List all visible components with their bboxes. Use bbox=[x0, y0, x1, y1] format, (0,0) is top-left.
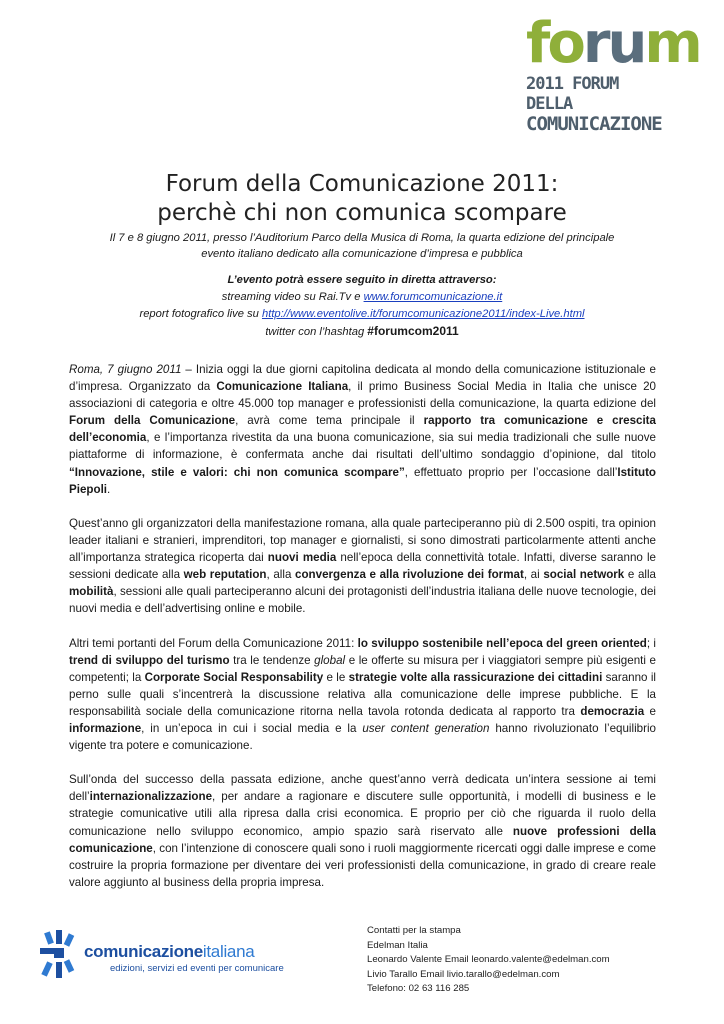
forum-wordmark bbox=[526, 11, 700, 76]
bold-run: strategie volte alla rassicurazione dei cittadini bbox=[348, 670, 603, 684]
text-run: Sull’onda del successo della passata edizione, anche quest’anno verrà dedicata un’intera sessione ai temi dell’ bbox=[69, 773, 656, 804]
bold-run: social network bbox=[543, 568, 625, 582]
bold-run: convergenza e alla rivoluzione dei format bbox=[295, 568, 524, 582]
ci-wordmark-accent: italiana bbox=[202, 942, 255, 961]
bold-run: nuovi media bbox=[267, 551, 337, 565]
subtitle bbox=[70, 230, 654, 262]
hashtag: #forumcom2011 bbox=[367, 324, 459, 338]
live-coverage-intro: L’evento potrà essere seguito in diretta attraverso: bbox=[227, 274, 497, 286]
bold-run: internazionalizzazione bbox=[89, 790, 213, 804]
subtitle-line-1: Il 7 e 8 giugno 2011, presso l’Auditorium Parco della Musica di Roma, la quarta edizione del principale bbox=[109, 232, 615, 244]
text-run: nell’epoca della connettività totale. Infatti, diverse saranno le sessioni dedicate alla bbox=[69, 551, 656, 582]
text-run: , il primo Business Social Media in Italia che unisce 20 associazioni di categoria e oltre 45.000 top manager e professionisti della comunicazione, la quarta edizione del bbox=[69, 380, 656, 411]
paragraph-4 bbox=[69, 771, 656, 891]
forum-logo-line2: COMUNICAZIONE bbox=[526, 113, 662, 135]
ci-tagline: edizioni, servizi ed eventi per comunicare bbox=[110, 963, 284, 974]
bold-run: Istituto Piepoli bbox=[69, 465, 657, 496]
twitter-label: twitter con l’hashtag bbox=[265, 326, 368, 338]
text-run: saranno il perno sulle quali s’incentrerà la discussione relativa alla comunicazione delle imprese pubbliche. E la responsabilità sociale della comunicazione ritorna nella tavola rotonda dedicata al rapporto tra bbox=[69, 670, 656, 718]
text-run: , alla bbox=[266, 568, 296, 582]
text-run: e alla bbox=[624, 568, 657, 582]
bold-run: informazione bbox=[69, 721, 142, 735]
forum-wordmark-part1: fo bbox=[526, 11, 583, 76]
forum-logo-line1: 2011 FORUM DELLA bbox=[526, 74, 619, 114]
text-run: , avrà come tema principale il bbox=[235, 414, 424, 428]
streaming-label: streaming video su Rai.Tv e bbox=[221, 291, 364, 303]
paragraph-1 bbox=[69, 361, 656, 498]
text-run: , e l’importanza rivestita da una buona comunicazione, sia sui media tradizionali che sulle nuove piattaforme di informazione, è confermata anche dai risultati dell’ultimo sondaggio d’opinione, dal titolo bbox=[69, 431, 656, 462]
text-run: hanno rivoluzionato l’equilibrio vigente tra potere e comunicazione. bbox=[69, 721, 656, 753]
streaming-link[interactable]: www.forumcomunicazione.it bbox=[363, 291, 503, 303]
italic-run: global bbox=[314, 653, 346, 667]
contacts-person-2: Livio Tarallo Email livio.tarallo@edelman.com bbox=[367, 968, 560, 980]
text-run: tra le tendenze bbox=[229, 653, 315, 667]
bold-run: Corporate Social Responsability bbox=[144, 670, 324, 684]
text-run: e le offerte su misura per i viaggiatori sempre più esigenti e competenti; la bbox=[69, 653, 656, 684]
comunicazione-italiana-logo bbox=[40, 930, 330, 990]
subtitle-line-2: evento italiano dedicato alla comunicazione d’impresa e pubblica bbox=[201, 248, 523, 260]
text-run: ; i bbox=[646, 636, 656, 650]
contacts-phone: Telefono: 02 63 116 285 bbox=[367, 983, 470, 995]
forum-logo bbox=[526, 11, 700, 135]
photo-report-link[interactable]: http://www.eventolive.it/forumcomunicazione2011/index-Live.html bbox=[261, 308, 585, 320]
text-run: Quest’anno gli organizzatori della manifestazione romana, alla quale parteciperanno più di 2.500 ospiti, tra opinion leader italiani e stranieri, imprenditori, top manager e giornalisti, si sono dimostrati particolarmente attenti anche all’importanza strategica ricoperta dai bbox=[69, 516, 656, 565]
bold-run: rapporto tra comunicazione e crescita dell’economia bbox=[69, 414, 656, 445]
text-run: , effettuato proprio per l’occasione dall’ bbox=[404, 465, 618, 479]
paragraph-2 bbox=[69, 515, 656, 618]
forum-wordmark-part2: ru bbox=[582, 11, 645, 76]
ci-wordmark bbox=[84, 942, 254, 962]
contacts-agency: Edelman Italia bbox=[367, 939, 428, 951]
bold-run: Comunicazione Italiana bbox=[216, 380, 349, 394]
italic-run: user content generation bbox=[362, 721, 490, 735]
paragraph-3 bbox=[69, 635, 656, 755]
bold-run: mobilità bbox=[69, 585, 114, 599]
text-run: , con l’intenzione di conoscere quali sono i ruoli maggiormente ricercati oggi dalle imprese e come costruire la propria formazione per diventare dei veri professionisti della comunicazione, in grado di creare reale valore aggiunto al business della propria impresa. bbox=[69, 841, 656, 889]
bold-run: democrazia bbox=[580, 704, 645, 718]
article-body bbox=[69, 361, 656, 908]
contacts-person-1: Leonardo Valente Email leonardo.valente@edelman.com bbox=[367, 954, 610, 966]
text-run: . bbox=[107, 482, 111, 496]
text-run: , per andare a ragionare e discutere sulle opportunità, i modelli di business e le strategie comunicative utili alla ripresa dalla crisi economica. E proprio per ciò che riguarda il ruolo della comunicazione nello sviluppo economico, ampio spazio sarà riservato alle bbox=[69, 790, 656, 838]
text-run: , in un’epoca in cui i social media e la bbox=[141, 721, 363, 735]
contacts-heading: Contatti per la stampa bbox=[367, 925, 461, 936]
text-run: e bbox=[644, 704, 656, 718]
bold-run: “Innovazione, stile e valori: chi non comunica scompare” bbox=[69, 465, 405, 479]
photo-report-label: report fotografico live su bbox=[139, 308, 262, 320]
bold-run: nuove professioni della comunicazione bbox=[69, 824, 656, 855]
page-title bbox=[0, 170, 724, 228]
bold-run: web reputation bbox=[183, 568, 267, 582]
text-run: e le bbox=[323, 670, 349, 684]
title-line-2: perchè chi non comunica scompare bbox=[157, 200, 567, 226]
bold-run: trend di sviluppo del turismo bbox=[69, 653, 230, 667]
burst-icon bbox=[40, 930, 80, 982]
bold-run: Forum della Comunicazione bbox=[69, 414, 236, 428]
text-run: Altri temi portanti del Forum della Comunicazione 2011: bbox=[69, 636, 358, 650]
press-contacts bbox=[367, 924, 610, 997]
bold-run: lo sviluppo sostenibile nell’epoca del green oriented bbox=[357, 636, 647, 650]
dateline: Roma, 7 giugno 2011 bbox=[69, 363, 182, 376]
text-run: , sessioni alle quali parteciperanno alcuni dei protagonisti dell’industria italiana delle nuove tecnologie, dei nuovi media e dell’advertising online e mobile. bbox=[69, 585, 656, 616]
forum-logo-caption bbox=[526, 74, 660, 134]
text-run: – Inizia oggi la due giorni capitolina dedicata al mondo della comunicazione istituzionale e d’impresa. Organizzato da bbox=[69, 363, 656, 394]
title-line-1: Forum della Comunicazione 2011: bbox=[165, 171, 559, 197]
text-run: , ai bbox=[523, 568, 544, 582]
live-coverage-block bbox=[60, 272, 664, 341]
forum-wordmark-part3: m bbox=[644, 11, 700, 76]
ci-wordmark-main: comunicazione bbox=[84, 942, 203, 961]
